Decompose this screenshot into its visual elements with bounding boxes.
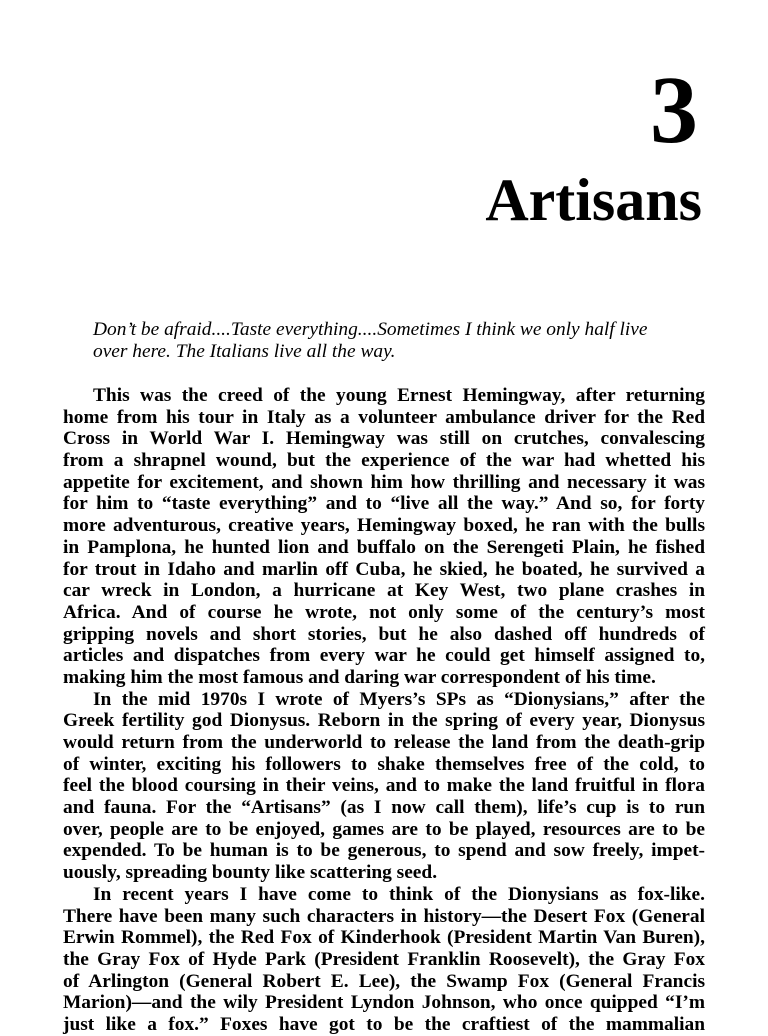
epigraph-line: over here. The Italians live all the way. (93, 340, 396, 362)
text-line: There have been many such characters in history—the Desert Fox (General (63, 905, 705, 927)
paragraph-3 (63, 884, 705, 1036)
text-line: in Pamplona, he hunted lion and buffalo on the Serengeti Plain, he fished (63, 536, 705, 558)
text-line: uously, spreading bounty like scattering seed. (63, 862, 438, 884)
text-line: for him to “taste everything” and to “live all the way.” And so, for forty (63, 493, 705, 515)
text-line: more adventurous, creative years, Hemingway boxed, he ran with the bulls (63, 515, 705, 537)
text-line: Africa. And of course he wrote, not only some of the century’s most (63, 601, 705, 623)
text-line: gripping novels and short stories, but he also dashed off hundreds of (63, 623, 705, 645)
paragraph-2 (63, 689, 705, 884)
text-line: feel the blood coursing in their veins, and to make the land fruitful in flora (63, 775, 705, 797)
text-line: articles and dispatches from every war he could get himself assigned to, (63, 645, 705, 667)
text-line: expended. To be human is to be generous, to spend and sow freely, impet- (63, 840, 705, 862)
text-line: car wreck in London, a hurricane at Key West, two plane crashes in (63, 580, 705, 602)
text-line: Greek fertility god Dionysus. Reborn in the spring of every year, Dionysus (63, 710, 705, 732)
chapter-number: 3 (650, 56, 698, 163)
text-line: of Arlington (General Robert E. Lee), the Swamp Fox (General Francis (63, 970, 705, 992)
epigraph-line: Don’t be afraid....Taste everything....Sometimes I think we only half live (93, 319, 648, 340)
text-line: from a shrapnel wound, but the experience of the war had whetted his (63, 450, 705, 472)
paragraph-1 (63, 385, 705, 689)
text-line: home from his tour in Italy as a volunteer ambulance driver for the Red (63, 406, 705, 428)
text-line: over, people are to be enjoyed, games are to be played, resources are to be (63, 818, 705, 840)
epigraph (93, 319, 713, 362)
text-line: appetite for excitement, and shown him how thrilling and necessary it was (63, 471, 705, 493)
text-line: In the mid 1970s I wrote of Myers’s SPs as “Dionysians,” after the (93, 688, 705, 710)
chapter-title: Artisans (485, 167, 702, 233)
text-line: of winter, exciting his followers to shake themselves free of the cold, to (63, 753, 705, 775)
text-line: Erwin Rommel), the Red Fox of Kinderhook (President Martin Van Buren), (63, 927, 705, 949)
text-line: Cross in World War I. Hemingway was still on crutches, convalescing (63, 428, 705, 450)
text-line: just like a fox.” Foxes have got to be the craftiest of the mammalian (63, 1013, 705, 1035)
text-line: making him the most famous and daring war correspondent of his time. (63, 666, 656, 688)
text-line: would return from the underworld to release the land from the death-grip (63, 732, 705, 753)
text-line: Marion)—and the wily President Lyndon Johnson, who once quipped “I’m (63, 992, 705, 1014)
text-line: This was the creed of the young Ernest Hemingway, after returning (93, 385, 705, 406)
text-line: for trout in Idaho and marlin off Cuba, he skied, he boated, he survived a (63, 558, 705, 580)
text-line: and fauna. For the “Artisans” (as I now call them), life’s cup is to run (63, 797, 705, 819)
text-line: In recent years I have come to think of the Dionysians as fox-like. (93, 883, 705, 905)
text-line: the Gray Fox of Hyde Park (President Franklin Roosevelt), the Gray Fox (63, 948, 705, 970)
body-text (63, 385, 705, 1036)
